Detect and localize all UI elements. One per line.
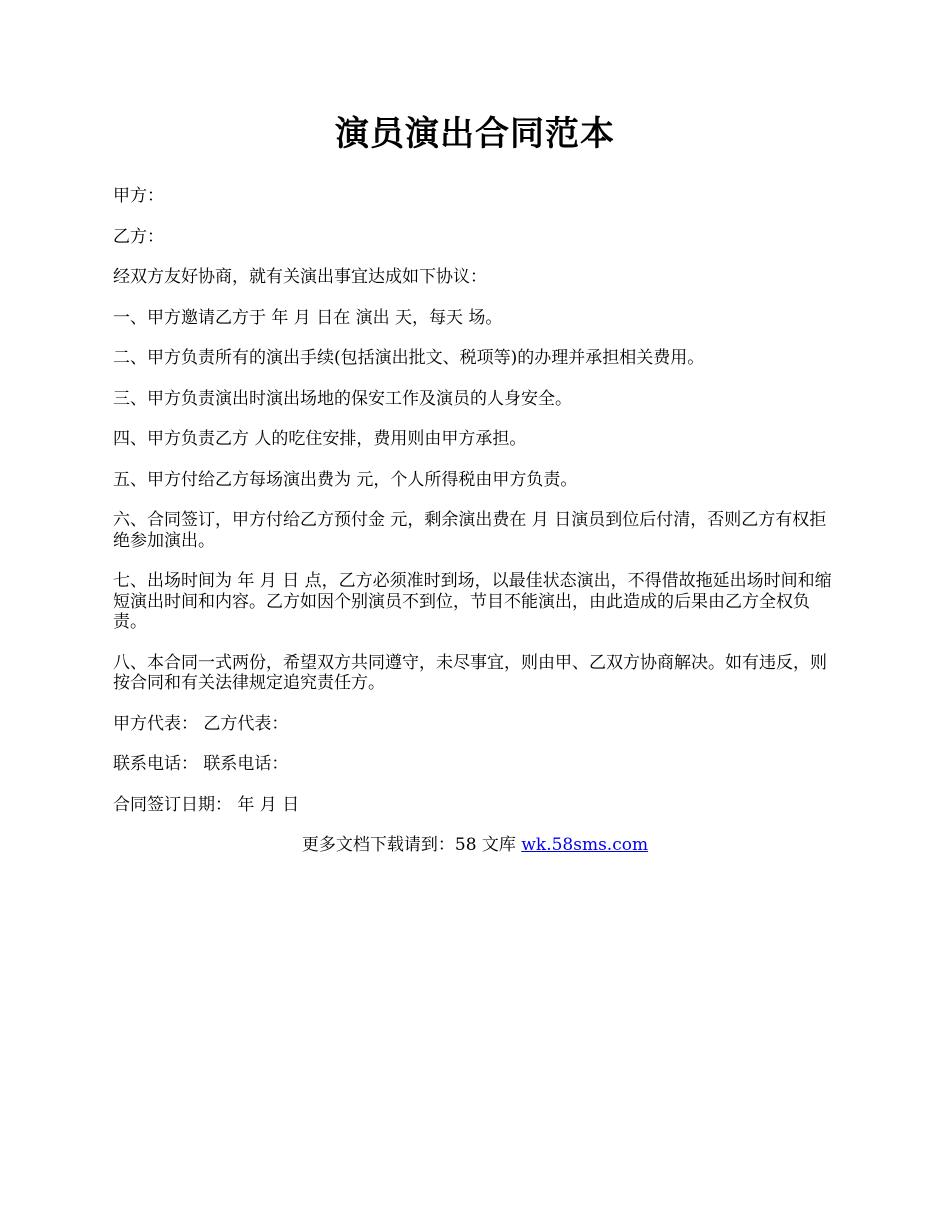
document-title: 演员演出合同范本 (335, 114, 615, 154)
clause-3: 三、甲方负责演出时演出场地的保安工作及演员的人身安全。 (113, 388, 572, 409)
clause-1: 一、甲方邀请乙方于 年 月 日在 演出 天，每天 场。 (113, 307, 503, 328)
sign-date-line: 合同签订日期： 年 月 日 (113, 794, 300, 815)
clause-6: 六、合同签订，甲方付给乙方预付金 元，剩余演出费在 月 日演员到位后付清，否则乙方有权拒绝参加演出。 (113, 510, 827, 551)
clause-7: 七、出场时间为 年 月 日 点，乙方必须准时到场，以最佳状态演出，不得借故拖延出场时间和缩短演出时间和内容。乙方如因个别演员不到位，节目不能演出，由此造成的后果由乙方全权负责。 (113, 571, 832, 632)
download-footer (113, 835, 837, 856)
phone-line: 联系电话： 联系电话： (113, 754, 289, 774)
footer-text: 更多文档下载请到：58 文库 (301, 835, 522, 855)
clause-2: 二、甲方负责所有的演出手续(包括演出批文、税项等)的办理并承担相关费用。 (113, 348, 705, 368)
footer-link[interactable]: wk.58sms.com (521, 835, 649, 855)
agreement-intro: 经双方友好协商，就有关演出事宜达成如下协议： (113, 267, 487, 287)
clause-8: 八、本合同一式两份，希望双方共同遵守，未尽事宜，则由甲、乙双方协商解决。如有违反，则按合同和有关法律规定追究责任方。 (113, 652, 827, 693)
clause-5: 五、甲方付给乙方每场演出费为 元，个人所得税由甲方负责。 (113, 469, 578, 490)
clause-4: 四、甲方负责乙方 人的吃住安排，费用则由甲方承担。 (113, 429, 527, 449)
party-a-line: 甲方： (113, 186, 164, 206)
party-b-line: 乙方： (113, 226, 164, 247)
representatives-line: 甲方代表： 乙方代表： (113, 713, 289, 734)
